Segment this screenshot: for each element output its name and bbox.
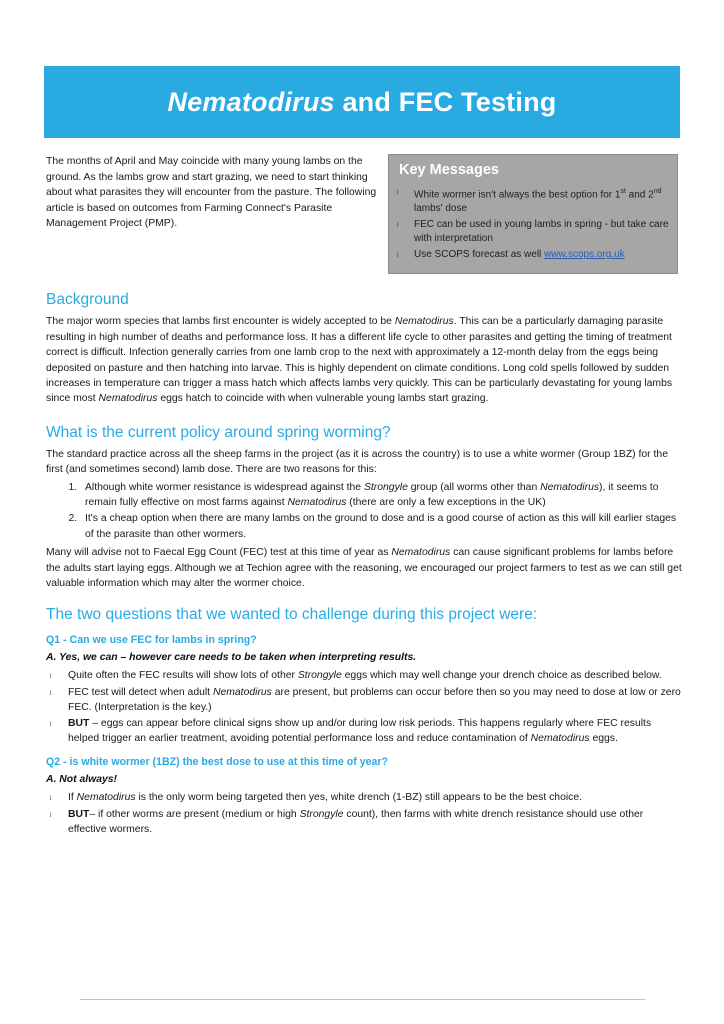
page-title-rest: and FEC Testing xyxy=(334,86,557,117)
background-paragraph: The major worm species that lambs first encounter is widely accepted to be Nematodirus. This can be a particularly damaging parasite resulting in high number of deaths and performance loss. It has a different life cycle to other parasites and getting the timing of treatment correct is difficult. Infection generally carries from one lamb crop to the next with approximately a 12-month delay from the eggs being deposited on pasture and then hatching into larvae. This is highly dependent on climate conditions. Long cold spells followed by sudden increases in temperature can trigger a mass hatch which affects lambs very quickly. This can be particularly devastating for young lambs since most Nematodirus eggs hatch to coincide with when vulnerable young lambs start grazing. xyxy=(46,316,673,405)
list-item xyxy=(397,218,669,245)
intro-row xyxy=(46,154,682,274)
wing-bullet-icon: ⱼ xyxy=(397,186,399,196)
scops-link[interactable]: www.scops.org.uk xyxy=(544,248,625,260)
list-item: 2. It's a cheap option when there are many lambs on the ground to dose and is a good course of action as this will kill earlier stages of the parasite than other wormers. xyxy=(80,511,682,542)
key-message-text-1: White wormer isn't always the best option for 1st and 2nd lambs' dose xyxy=(414,188,662,214)
wing-bullet-icon: ⱼ xyxy=(50,792,52,803)
question-2-bullets xyxy=(46,790,682,837)
key-message-text-2: FEC can be used in young lambs in spring - but take care with interpretation xyxy=(414,219,669,244)
section-heading-background: Background xyxy=(46,291,129,309)
q1-bullet-text-3: BUT – eggs can appear before clinical signs show up and/or during low risk periods. This happens regularly where FEC results helped trigger an earlier treatment, avoiding potential performance loss and reduce contamination of Nematodirus eggs. xyxy=(68,718,652,745)
list-item xyxy=(46,807,682,837)
question-2-label: Q2 - is white wormer (1BZ) the best dose to use at this time of year? xyxy=(46,756,389,769)
list-item: 1. Although white wormer resistance is widespread against the Strongyle group (all worms other than Nematodirus), it seems to remain fully effective on most farms against Nematodirus (there are only a few exceptions in the UK) xyxy=(80,480,682,511)
question-1-answer: A. Yes, we can – however care needs to be taken when interpreting results. xyxy=(46,652,417,664)
header-banner xyxy=(44,66,680,138)
wing-bullet-icon: ⱼ xyxy=(50,718,52,729)
section-heading-policy: What is the current policy around spring worming? xyxy=(46,423,391,441)
superscript-st: st xyxy=(620,188,626,195)
wing-bullet-icon: ⱼ xyxy=(50,686,52,697)
list-item xyxy=(397,185,669,215)
intro-paragraph: The months of April and May coincide with many young lambs on the ground. As the lambs grow and start grazing, we need to start thinking about what parasites they will encounter from the pasture. The following article is based on outcomes from Farming Connect's Parasite Management Project (PMP). xyxy=(46,156,377,230)
policy-closing-paragraph: Many will advise not to Faecal Egg Count (FEC) test at this time of year as Nematodirus can cause significant problems for lambs before the adults start laying eggs. Although we at Techion agree with the reasoning, we encouraged our project farmers to test as we can still get valuable information which may alter the wormer choice. xyxy=(46,547,682,590)
list-item xyxy=(46,716,682,746)
key-messages-box xyxy=(388,154,678,274)
wing-bullet-icon: ⱼ xyxy=(50,808,52,819)
key-messages-list xyxy=(397,185,669,261)
q1-bullet-text-2: FEC test will detect when adult Nematodirus are present, but problems can occur before then so you may need to dose at low or zero FEC. (Interpretation is the key.) xyxy=(68,686,681,713)
question-1-bullets xyxy=(46,668,682,746)
page-title-italic: Nematodirus xyxy=(167,86,335,117)
section-heading-questions: The two questions that we wanted to challenge during this project were: xyxy=(46,606,538,624)
key-messages-title: Key Messages xyxy=(399,162,499,178)
superscript-nd: nd xyxy=(653,188,662,195)
q2-bullet-text-2: BUT– if other worms are present (medium or high Strongyle count), then farms with white drench resistance should use other effective wormers. xyxy=(68,808,644,835)
document-content xyxy=(46,154,682,839)
key-message-text-3: Use SCOPS forecast as well www.scops.org.uk xyxy=(414,248,625,260)
list-item xyxy=(46,790,682,805)
list-item xyxy=(46,685,682,715)
page-title xyxy=(168,87,557,118)
question-1-label: Q1 - Can we use FEC for lambs in spring? xyxy=(46,634,257,647)
wing-bullet-icon: ⱼ xyxy=(397,219,399,230)
q1-bullet-text-1: Quite often the FEC results will show lots of other Strongyle eggs which may well change your drench choice as described below. xyxy=(68,670,662,682)
wing-bullet-icon: ⱼ xyxy=(50,670,52,681)
footer-divider xyxy=(80,999,645,1000)
policy-numbered-list xyxy=(46,480,682,543)
list-item xyxy=(46,668,682,683)
q2-bullet-text-1: If Nematodirus is the only worm being targeted then yes, white drench (1-BZ) still appears to be the best choice. xyxy=(68,792,583,804)
question-2-answer: A. Not always! xyxy=(46,774,118,786)
list-item xyxy=(397,248,669,261)
wing-bullet-icon: ⱼ xyxy=(397,248,399,259)
policy-intro-paragraph: The standard practice across all the sheep farms in the project (as it is across the country) is to use a white wormer (Group 1BZ) for the first (and sometimes second) lamb dose. There are two reasons for this: xyxy=(46,448,668,476)
